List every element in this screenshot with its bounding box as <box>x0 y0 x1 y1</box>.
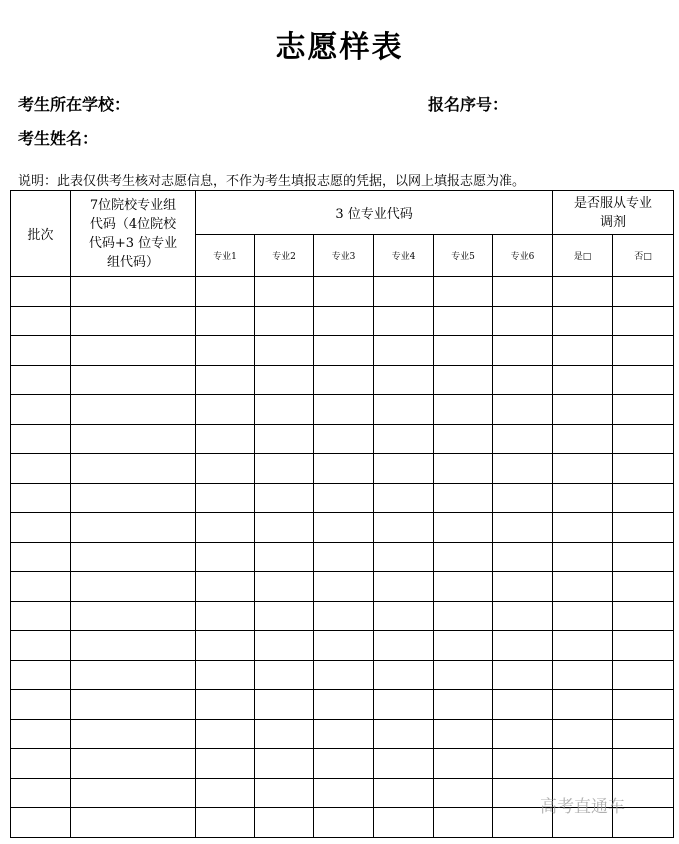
table-cell[interactable] <box>196 395 255 425</box>
table-cell[interactable] <box>255 513 314 543</box>
table-row <box>11 454 674 484</box>
table-cell[interactable] <box>196 306 255 336</box>
table-cell[interactable] <box>314 454 374 484</box>
table-cell[interactable] <box>613 336 674 366</box>
header-major-1: 专业1 <box>196 235 255 277</box>
table-cell[interactable] <box>71 719 196 749</box>
header-group-code-line: 7位院校专业组 <box>89 197 177 213</box>
table-cell[interactable] <box>493 277 553 307</box>
table-cell[interactable] <box>11 454 71 484</box>
table-cell[interactable] <box>196 542 255 572</box>
table-cell[interactable] <box>434 365 493 395</box>
table-cell[interactable] <box>374 631 434 661</box>
table-cell[interactable] <box>255 660 314 690</box>
table-cell[interactable] <box>434 572 493 602</box>
table-body <box>11 277 674 838</box>
table-cell[interactable] <box>434 454 493 484</box>
table-cell[interactable] <box>434 690 493 720</box>
table-cell[interactable] <box>493 395 553 425</box>
table-row <box>11 277 674 307</box>
table-cell[interactable] <box>196 424 255 454</box>
table-cell[interactable] <box>613 277 674 307</box>
table-cell[interactable] <box>553 513 613 543</box>
table-cell[interactable] <box>613 749 674 779</box>
header-major-2: 专业2 <box>255 235 314 277</box>
table-cell[interactable] <box>71 424 196 454</box>
table-row <box>11 749 674 779</box>
table-cell[interactable] <box>255 572 314 602</box>
header-batch: 批次 <box>11 191 71 277</box>
table-cell[interactable] <box>314 749 374 779</box>
table-cell[interactable] <box>434 542 493 572</box>
table-cell[interactable] <box>553 424 613 454</box>
table-cell[interactable] <box>196 808 255 838</box>
table-cell[interactable] <box>255 365 314 395</box>
table-cell[interactable] <box>11 395 71 425</box>
table-cell[interactable] <box>255 306 314 336</box>
table-cell[interactable] <box>434 808 493 838</box>
table-cell[interactable] <box>493 454 553 484</box>
table-cell[interactable] <box>553 660 613 690</box>
table-cell[interactable] <box>11 365 71 395</box>
table-cell[interactable] <box>255 454 314 484</box>
table-cell[interactable] <box>553 749 613 779</box>
table-cell[interactable] <box>11 601 71 631</box>
table-cell[interactable] <box>314 424 374 454</box>
table-cell[interactable] <box>11 719 71 749</box>
table-cell[interactable] <box>314 336 374 366</box>
table-cell[interactable] <box>434 424 493 454</box>
table-cell[interactable] <box>374 454 434 484</box>
table-cell[interactable] <box>11 542 71 572</box>
table-cell[interactable] <box>493 719 553 749</box>
table-cell[interactable] <box>255 778 314 808</box>
table-cell[interactable] <box>11 690 71 720</box>
table-cell[interactable] <box>314 513 374 543</box>
table-cell[interactable] <box>314 395 374 425</box>
table-cell[interactable] <box>196 277 255 307</box>
table-cell[interactable] <box>374 395 434 425</box>
table-row <box>11 660 674 690</box>
table-cell[interactable] <box>374 690 434 720</box>
header-group-code <box>71 191 196 277</box>
table-cell[interactable] <box>196 513 255 543</box>
table-cell[interactable] <box>11 660 71 690</box>
header-group-code-line: 代码+3 位专业 <box>88 235 178 251</box>
table-cell[interactable] <box>374 719 434 749</box>
table-cell[interactable] <box>71 306 196 336</box>
table-cell[interactable] <box>255 424 314 454</box>
header-group-code-line: 组代码） <box>106 254 159 270</box>
table-cell[interactable] <box>71 631 196 661</box>
table-cell[interactable] <box>196 660 255 690</box>
table-cell[interactable] <box>493 572 553 602</box>
table-cell[interactable] <box>71 601 196 631</box>
table-cell[interactable] <box>11 336 71 366</box>
table-cell[interactable] <box>314 778 374 808</box>
table-cell[interactable] <box>196 719 255 749</box>
table-cell[interactable] <box>255 749 314 779</box>
table-cell[interactable] <box>255 336 314 366</box>
table-row <box>11 690 674 720</box>
table-row <box>11 365 674 395</box>
table-cell[interactable] <box>434 395 493 425</box>
table-cell[interactable] <box>255 719 314 749</box>
table-cell[interactable] <box>314 660 374 690</box>
table-cell[interactable] <box>553 306 613 336</box>
table-cell[interactable] <box>493 749 553 779</box>
table-cell[interactable] <box>11 483 71 513</box>
table-cell[interactable] <box>434 336 493 366</box>
table-cell[interactable] <box>255 483 314 513</box>
table-row <box>11 513 674 543</box>
table-cell[interactable] <box>434 719 493 749</box>
table-cell[interactable] <box>71 690 196 720</box>
table-cell[interactable] <box>314 572 374 602</box>
table-cell[interactable] <box>613 542 674 572</box>
table-cell[interactable] <box>71 778 196 808</box>
table-cell[interactable] <box>553 690 613 720</box>
header-adjustment-line: 调剂 <box>600 214 627 230</box>
application-table <box>10 190 674 838</box>
table-cell[interactable] <box>493 306 553 336</box>
table-cell[interactable] <box>314 306 374 336</box>
table-cell[interactable] <box>613 719 674 749</box>
table-cell[interactable] <box>493 483 553 513</box>
table-cell[interactable] <box>434 601 493 631</box>
header-group-code-line: 代码（4位院校 <box>89 216 177 232</box>
table-cell[interactable] <box>613 395 674 425</box>
table-cell[interactable] <box>553 572 613 602</box>
table-cell[interactable] <box>434 631 493 661</box>
table-cell[interactable] <box>11 572 71 602</box>
table-cell[interactable] <box>553 395 613 425</box>
table-cell[interactable] <box>196 749 255 779</box>
table-cell[interactable] <box>314 542 374 572</box>
table-cell[interactable] <box>196 601 255 631</box>
header-major-4: 专业4 <box>374 235 434 277</box>
table-cell[interactable] <box>613 572 674 602</box>
table-cell[interactable] <box>11 749 71 779</box>
table-cell[interactable] <box>196 572 255 602</box>
table-cell[interactable] <box>71 513 196 543</box>
table-cell[interactable] <box>553 601 613 631</box>
table-cell[interactable] <box>613 365 674 395</box>
table-cell[interactable] <box>374 778 434 808</box>
table-cell[interactable] <box>553 631 613 661</box>
table-cell[interactable] <box>493 513 553 543</box>
table-row <box>11 395 674 425</box>
school-label: 考生所在学校： <box>18 95 131 114</box>
table-cell[interactable] <box>71 749 196 779</box>
table-cell[interactable] <box>493 542 553 572</box>
table-cell[interactable] <box>553 454 613 484</box>
table-cell[interactable] <box>493 424 553 454</box>
table-cell[interactable] <box>255 690 314 720</box>
table-cell[interactable] <box>314 601 374 631</box>
table-cell[interactable] <box>374 365 434 395</box>
table-cell[interactable] <box>71 277 196 307</box>
table-cell[interactable] <box>493 365 553 395</box>
table-cell[interactable] <box>314 808 374 838</box>
table-cell[interactable] <box>314 277 374 307</box>
table-row <box>11 601 674 631</box>
table-cell[interactable] <box>613 483 674 513</box>
table-cell[interactable] <box>613 424 674 454</box>
table-cell[interactable] <box>613 601 674 631</box>
table-cell[interactable] <box>613 690 674 720</box>
table-cell[interactable] <box>314 690 374 720</box>
table-cell[interactable] <box>434 749 493 779</box>
table-cell[interactable] <box>255 601 314 631</box>
table-cell[interactable] <box>314 365 374 395</box>
table-row <box>11 483 674 513</box>
table-cell[interactable] <box>374 336 434 366</box>
table-cell[interactable] <box>71 395 196 425</box>
table-cell[interactable] <box>553 365 613 395</box>
table-cell[interactable] <box>71 660 196 690</box>
table-cell[interactable] <box>374 306 434 336</box>
instructions-note: 说明：此表仅供考生核对志愿信息，不作为考生填报志愿的凭据，以网上填报志愿为准。 <box>18 174 526 189</box>
table-cell[interactable] <box>493 601 553 631</box>
table-cell[interactable] <box>314 483 374 513</box>
table-cell[interactable] <box>255 395 314 425</box>
table-cell[interactable] <box>71 365 196 395</box>
table-cell[interactable] <box>11 306 71 336</box>
table-row <box>11 572 674 602</box>
header-major-5: 专业5 <box>434 235 493 277</box>
table-cell[interactable] <box>71 454 196 484</box>
form-title: 志愿样表 <box>275 30 404 65</box>
table-row <box>11 306 674 336</box>
table-cell[interactable] <box>11 631 71 661</box>
table-cell[interactable] <box>434 277 493 307</box>
table-cell[interactable] <box>434 513 493 543</box>
table-cell[interactable] <box>553 542 613 572</box>
table-cell[interactable] <box>71 483 196 513</box>
table-row <box>11 719 674 749</box>
table-cell[interactable] <box>314 719 374 749</box>
table-cell[interactable] <box>434 778 493 808</box>
registration-number-label: 报名序号： <box>428 95 509 114</box>
table-cell[interactable] <box>493 690 553 720</box>
table-cell[interactable] <box>374 749 434 779</box>
header-adjust-yes: 是□ <box>553 235 613 277</box>
table-row <box>11 542 674 572</box>
table-cell[interactable] <box>613 513 674 543</box>
table-cell[interactable] <box>374 660 434 690</box>
table-cell[interactable] <box>255 542 314 572</box>
student-name-label: 考生姓名： <box>18 129 99 148</box>
table-cell[interactable] <box>71 542 196 572</box>
table-cell[interactable] <box>613 454 674 484</box>
header-adjustment <box>553 191 674 235</box>
table-cell[interactable] <box>613 306 674 336</box>
table-cell[interactable] <box>374 513 434 543</box>
table-cell[interactable] <box>255 277 314 307</box>
table-cell[interactable] <box>255 808 314 838</box>
table-cell[interactable] <box>374 277 434 307</box>
table-cell[interactable] <box>434 483 493 513</box>
table-cell[interactable] <box>11 513 71 543</box>
table-row <box>11 336 674 366</box>
table-cell[interactable] <box>196 365 255 395</box>
header-adjust-no: 否□ <box>613 235 674 277</box>
table-cell[interactable] <box>196 454 255 484</box>
table-cell[interactable] <box>11 778 71 808</box>
table-cell[interactable] <box>11 424 71 454</box>
table-cell[interactable] <box>553 719 613 749</box>
table-cell[interactable] <box>553 483 613 513</box>
header-major-6: 专业6 <box>493 235 553 277</box>
table-cell[interactable] <box>374 601 434 631</box>
header-major-code: 3 位专业代码 <box>196 191 553 235</box>
table-cell[interactable] <box>374 483 434 513</box>
table-cell[interactable] <box>553 336 613 366</box>
table-cell[interactable] <box>196 778 255 808</box>
table-cell[interactable] <box>196 483 255 513</box>
table-cell[interactable] <box>493 660 553 690</box>
table-cell[interactable] <box>613 631 674 661</box>
table-cell[interactable] <box>314 631 374 661</box>
table-row <box>11 631 674 661</box>
table-cell[interactable] <box>11 277 71 307</box>
table-cell[interactable] <box>434 660 493 690</box>
table-cell[interactable] <box>11 808 71 838</box>
table-cell[interactable] <box>374 572 434 602</box>
table-cell[interactable] <box>71 336 196 366</box>
table-cell[interactable] <box>71 808 196 838</box>
table-cell[interactable] <box>374 808 434 838</box>
table-cell[interactable] <box>434 306 493 336</box>
table-row <box>11 424 674 454</box>
table-cell[interactable] <box>196 631 255 661</box>
table-cell[interactable] <box>374 424 434 454</box>
table-cell[interactable] <box>493 631 553 661</box>
watermark-text: 高考直通车 <box>540 797 625 817</box>
header-adjustment-line: 是否服从专业 <box>574 195 653 211</box>
table-cell[interactable] <box>553 277 613 307</box>
header-major-3: 专业3 <box>314 235 374 277</box>
table-cell[interactable] <box>196 336 255 366</box>
table-cell[interactable] <box>374 542 434 572</box>
table-cell[interactable] <box>196 690 255 720</box>
table-cell[interactable] <box>71 572 196 602</box>
table-cell[interactable] <box>493 336 553 366</box>
table-cell[interactable] <box>613 660 674 690</box>
table-cell[interactable] <box>255 631 314 661</box>
